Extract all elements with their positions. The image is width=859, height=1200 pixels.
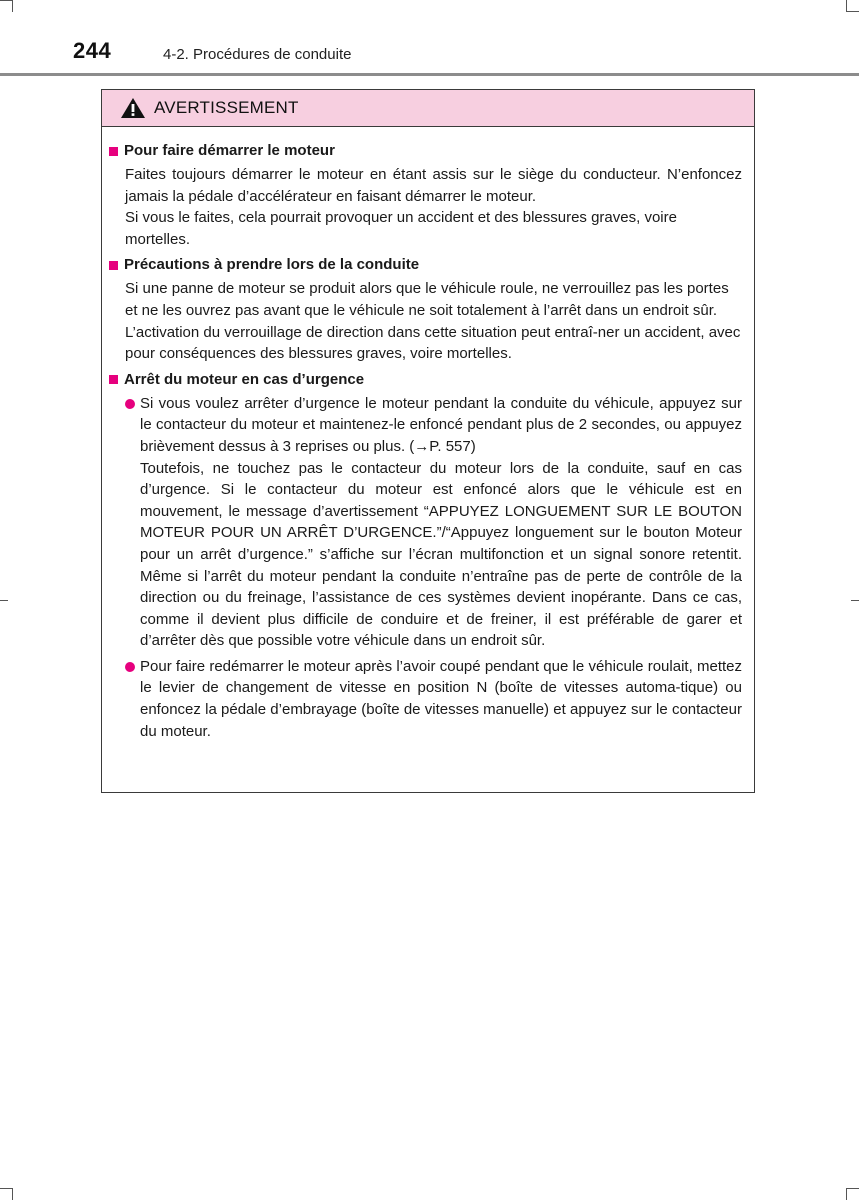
crop-mark bbox=[851, 600, 859, 601]
section-engine-start bbox=[109, 141, 742, 250]
crop-mark bbox=[846, 1188, 847, 1200]
paragraph: Si vous voulez arrêter d’urgence le moteur pendant la conduite du véhicule, appuyez sur le contacteur du moteur et maintenez-le enfoncé pendant plus de 2 secondes, ou appuyez brièvement dessus à 3 reprises ou plus. (→P. 557) bbox=[140, 394, 742, 455]
section-heading-text: Arrêt du moteur en cas d’urgence bbox=[124, 370, 365, 388]
bullet-item bbox=[125, 656, 742, 742]
bullet-text bbox=[140, 656, 742, 742]
page-number: 244 bbox=[73, 38, 112, 63]
paragraph: Pour faire redémarrer le moteur après l’avoir coupé pendant que le véhicule roulait, mettez le levier de changement de vitesse en position N (boîte de vitesses automa-tique) ou enfoncez la pédale d’embrayage (boîte de vitesses manuelle) et appuyez sur le contacteur du moteur. bbox=[140, 657, 742, 740]
round-bullet-icon bbox=[125, 662, 135, 672]
section-heading bbox=[109, 370, 742, 390]
bullet-item bbox=[125, 393, 742, 652]
square-bullet-icon bbox=[109, 261, 118, 270]
crop-mark bbox=[0, 600, 8, 601]
paragraph: Si une panne de moteur se produit alors que le véhicule roule, ne verrouillez pas les portes et ne les ouvrez pas avant que le véhicule ne soit totalement à l’arrêt dans un endroit sûr. L’activation du verrouillage de direction dans cette situation peut entraî-ner un accident, avec pour conséquences des blessures graves, voire mortelles. bbox=[125, 280, 741, 363]
bullet-text bbox=[140, 393, 742, 652]
section-heading-text: Pour faire démarrer le moteur bbox=[124, 142, 335, 159]
section-emergency-stop bbox=[109, 370, 742, 743]
crop-mark bbox=[12, 0, 13, 12]
section-heading bbox=[109, 255, 742, 275]
square-bullet-icon bbox=[109, 375, 118, 384]
warning-body bbox=[102, 127, 754, 742]
crop-mark bbox=[847, 11, 859, 12]
section-heading bbox=[109, 141, 742, 161]
paragraph: Toutefois, ne touchez pas le contacteur du moteur lors de la conduite, sauf en cas d’urgence. Si le contacteur du moteur est enfoncé alors que le véhicule est en mouvement, le message d’avertissement “APPUYEZ LONGUEMENT SUR LE BOUTON MOTEUR POUR UN ARRÊT D’URGENCE.”/“Appuyez longuement sur le bouton Moteur pour un arrêt d’urgence.” s’affiche sur l’écran multifonction et un signal sonore retentit. Même si l’arrêt du moteur pendant la conduite n’entraîne pas de perte de contrôle de la direction ou du freinage, l’assistance de ces systèmes devient inopérante. Dans ce cas, comme il devient plus difficile de conduire et de freiner, il est préférable de garer et d’arrêter dès que possible votre véhicule dans un endroit sûr. bbox=[140, 459, 742, 650]
round-bullet-icon bbox=[125, 399, 135, 409]
paragraph: Si vous le faites, cela pourrait provoquer un accident et des blessures graves, voire mortelles. bbox=[125, 209, 677, 248]
warning-triangle-icon bbox=[120, 97, 146, 119]
chapter-title: 4-2. Procédures de conduite bbox=[163, 46, 352, 63]
section-heading-text: Précautions à prendre lors de la conduite bbox=[124, 256, 420, 274]
crop-mark bbox=[847, 1188, 859, 1189]
square-bullet-icon bbox=[109, 147, 118, 156]
crop-mark bbox=[0, 1188, 12, 1189]
section-driving-precautions bbox=[109, 255, 742, 364]
warning-header bbox=[102, 90, 754, 127]
crop-mark bbox=[0, 0, 12, 1]
crop-mark bbox=[12, 1188, 13, 1200]
header-rule bbox=[0, 73, 859, 76]
paragraph: Faites toujours démarrer le moteur en étant assis sur le siège du conducteur. N’enfoncez jamais la pédale d’accélérateur en faisant démarrer le moteur. bbox=[125, 166, 742, 205]
warning-box bbox=[101, 89, 755, 793]
warning-title: AVERTISSEMENT bbox=[154, 98, 299, 117]
